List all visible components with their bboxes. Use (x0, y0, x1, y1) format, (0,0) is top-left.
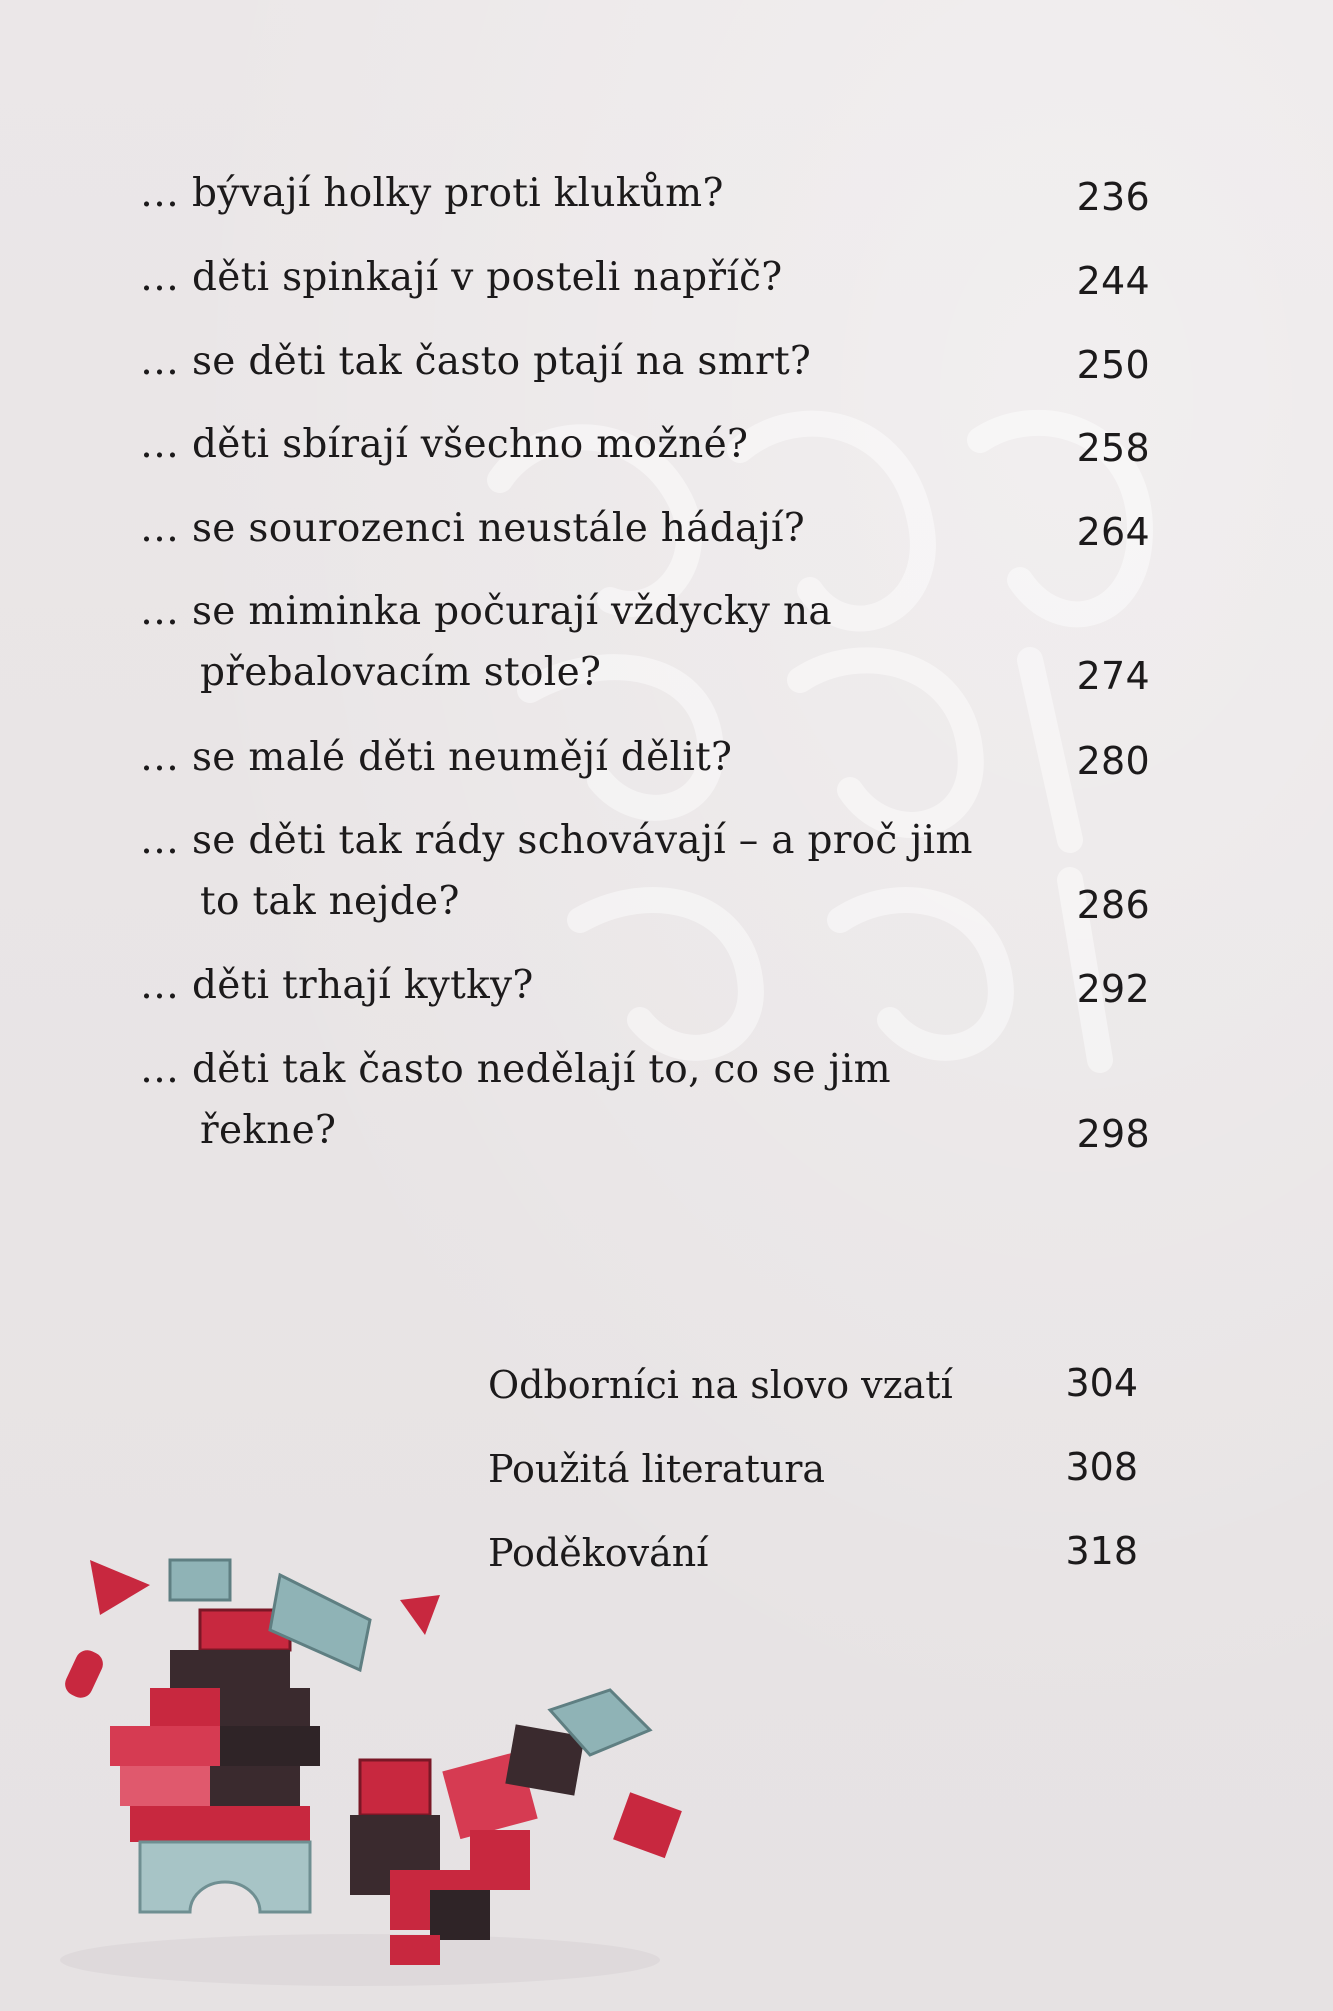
toc-page-number: 258 (1076, 426, 1150, 470)
toc-entry-title: … děti trhají kytky? (140, 963, 534, 1008)
toc-entry (140, 498, 1150, 559)
toc-page-number: 274 (1076, 654, 1150, 698)
toc-page-number: 264 (1076, 510, 1150, 554)
toy-blocks-illustration (30, 1540, 770, 2000)
toc-entry-title: … se děti tak rády schovávají – a proč jim to tak nejde? (140, 818, 973, 924)
toc-entry (140, 727, 1150, 788)
appendix-page-number: 304 (1065, 1361, 1138, 1405)
toc-entry (140, 581, 1150, 703)
toc-entry-title: … se miminka počurají vždycky na přebalovacím stole? (140, 589, 832, 695)
toc-page-number: 286 (1076, 883, 1150, 927)
toc-page-number: 244 (1076, 259, 1150, 303)
toc-entry (140, 163, 1150, 224)
appendix-title: Použitá literatura (488, 1447, 826, 1491)
toc-entry-title: … děti tak často nedělají to, co se jim řekne? (140, 1047, 891, 1153)
toc-entry-title: … děti spinkají v posteli napříč? (140, 255, 783, 300)
toc-entry-title: … se sourozenci neustále hádají? (140, 506, 805, 551)
toc-entry-title: … děti sbírají všechno možné? (140, 422, 749, 467)
toc-page-number: 236 (1076, 175, 1150, 219)
toc-page-number: 298 (1076, 1112, 1150, 1156)
appendix-entry (488, 1439, 1138, 1499)
toc-page-number: 250 (1076, 343, 1150, 387)
toc-entry-title: … se malé děti neumějí dělit? (140, 735, 733, 780)
toc-entry (140, 955, 1150, 1016)
appendix-entry (488, 1355, 1138, 1415)
appendix-page-number: 318 (1065, 1529, 1138, 1573)
appendix-title: Odborníci na slovo vzatí (488, 1363, 953, 1407)
appendix-title: Poděkování (488, 1531, 709, 1575)
toc-entry (140, 247, 1150, 308)
toc-entry (140, 1039, 1150, 1161)
toc-page-number: 292 (1076, 967, 1150, 1011)
toc-entry (140, 810, 1150, 932)
scattered-blocks (350, 1690, 682, 1965)
toc-entry-title: … se děti tak často ptají na smrt? (140, 339, 812, 384)
toc-entry-title: … bývají holky proti klukům? (140, 171, 724, 216)
toc-page-number: 280 (1076, 739, 1150, 783)
toc-entry (140, 331, 1150, 392)
appendix-page-number: 308 (1065, 1445, 1138, 1489)
toc-entry (140, 414, 1150, 475)
